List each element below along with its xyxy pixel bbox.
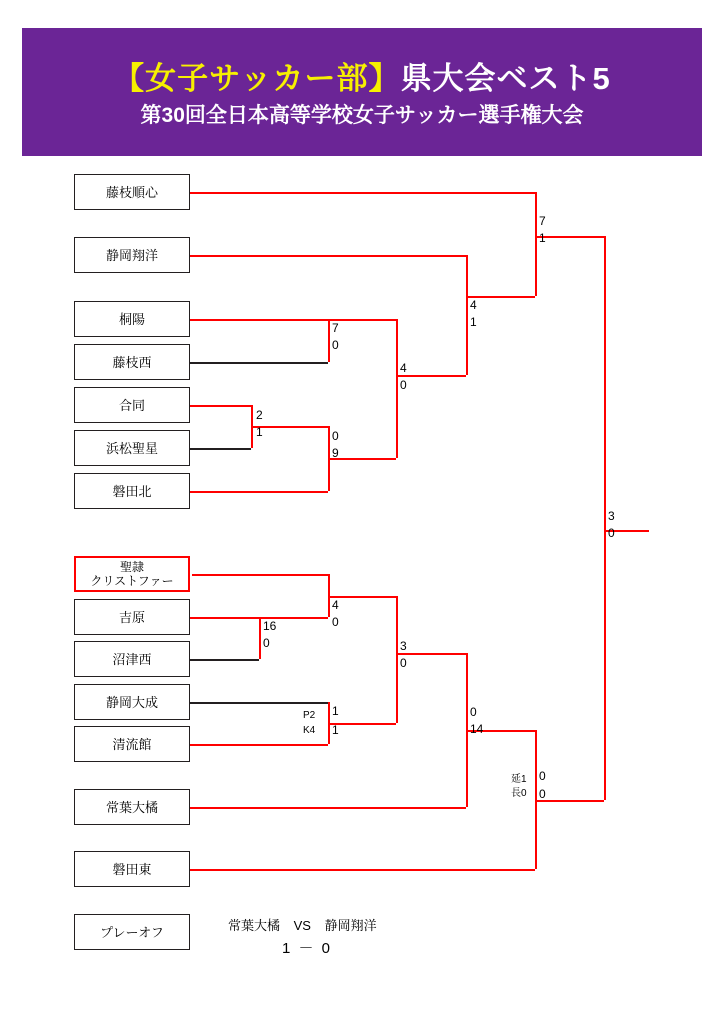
team-name: 静岡翔洋 bbox=[105, 247, 158, 263]
line-seirei bbox=[192, 574, 328, 576]
join-quarter-lower bbox=[396, 596, 398, 723]
score-label: 7 bbox=[332, 321, 339, 335]
score-label: 0 bbox=[332, 338, 339, 352]
line-shizuoka-shoyo bbox=[190, 255, 466, 257]
join-final-upper bbox=[535, 192, 537, 296]
team-box bbox=[74, 599, 190, 635]
line-quarter-lower-advance bbox=[396, 653, 466, 655]
line-seiryukan bbox=[190, 744, 328, 746]
line-fujieda-nishi bbox=[190, 362, 328, 364]
team-name: 沼津西 bbox=[112, 651, 152, 667]
extra-time-label: 長0 bbox=[511, 788, 527, 799]
line-iwata-higashi bbox=[190, 869, 535, 871]
score-label: 0 bbox=[539, 769, 546, 783]
team-name: 磐田北 bbox=[112, 483, 152, 499]
team-name: 合同 bbox=[118, 397, 145, 413]
team-name-second-line: クリストファー bbox=[90, 574, 174, 588]
playoff-result: 1 － 0 bbox=[282, 940, 333, 957]
playoff-matchup bbox=[228, 915, 377, 934]
score-label: 1 bbox=[332, 704, 339, 718]
line-quarter-upper-advance bbox=[396, 375, 466, 377]
team-name: 磐田東 bbox=[112, 861, 152, 877]
team-name: 清流館 bbox=[112, 736, 152, 752]
page-title-rest: 県大会ベスト5 bbox=[400, 61, 611, 96]
score-label: 0 bbox=[470, 705, 477, 719]
join-championship bbox=[604, 236, 606, 800]
score-label: 0 bbox=[263, 636, 270, 650]
team-name: 藤枝順心 bbox=[105, 184, 158, 200]
join-quarter-upper bbox=[396, 319, 398, 458]
team-name: 静岡大成 bbox=[105, 694, 158, 710]
team-name: 浜松聖星 bbox=[105, 440, 158, 456]
team-box bbox=[74, 641, 190, 677]
team-box bbox=[74, 851, 190, 887]
score-label: 0 bbox=[539, 787, 546, 801]
page-subtitle: 第30回全日本高等学校女子サッカー選手権大会 bbox=[140, 104, 584, 127]
team-name: 藤枝西 bbox=[112, 354, 152, 370]
pk-label: P2 bbox=[303, 710, 316, 721]
score-label: 4 bbox=[332, 598, 339, 612]
score-label: 0 bbox=[400, 378, 407, 392]
team-box bbox=[74, 789, 190, 825]
team-box bbox=[74, 301, 190, 337]
score-label: 1 bbox=[332, 723, 339, 737]
team-name: 常葉大橘 bbox=[105, 799, 158, 815]
score-label: 2 bbox=[256, 408, 263, 422]
playoff-box bbox=[74, 914, 190, 950]
score-label: 3 bbox=[608, 509, 615, 523]
team-box bbox=[74, 174, 190, 210]
score-label: 0 bbox=[332, 615, 339, 629]
extra-time-label: 延1 bbox=[511, 774, 527, 785]
score-label: 0 bbox=[400, 656, 407, 670]
score-label: 9 bbox=[332, 446, 339, 460]
playoff-vs-label: VS bbox=[293, 918, 311, 933]
join-yoshiwara-numazu bbox=[259, 617, 261, 659]
playoff-team-left: 常葉大橘 bbox=[228, 918, 281, 933]
team-name: 吉原 bbox=[118, 609, 145, 625]
score-label: 0 bbox=[608, 526, 615, 540]
line-hamamatsu-seisei bbox=[190, 448, 251, 450]
team-box bbox=[74, 684, 190, 720]
team-name: 桐陽 bbox=[118, 311, 145, 327]
join-toyo-fujieda-nishi bbox=[328, 319, 330, 362]
page-title-highlight: 【女子サッカー部】 bbox=[113, 61, 401, 96]
playoff-team-right: 静岡翔洋 bbox=[324, 918, 377, 933]
score-label: 1 bbox=[539, 231, 546, 245]
line-iwata-kita bbox=[190, 491, 328, 493]
line-tokoha-ohtachibana bbox=[190, 807, 466, 809]
score-label: 16 bbox=[263, 619, 277, 633]
score-label: 1 bbox=[470, 315, 477, 329]
line-yoshiwara bbox=[190, 617, 259, 619]
team-box bbox=[74, 556, 190, 592]
join-semi-upper bbox=[466, 255, 468, 375]
team-name: プレーオフ bbox=[100, 924, 164, 940]
team-box bbox=[74, 473, 190, 509]
pk-label: K4 bbox=[303, 725, 316, 736]
score-label: 4 bbox=[400, 361, 407, 375]
line-shizuoka-taisei bbox=[190, 702, 328, 704]
line-fujieda-junshin bbox=[190, 192, 535, 194]
score-label: 3 bbox=[400, 639, 407, 653]
score-label: 7 bbox=[539, 214, 546, 228]
team-box bbox=[74, 430, 190, 466]
score-label: 1 bbox=[256, 425, 263, 439]
score-label: 0 bbox=[332, 429, 339, 443]
team-name: 聖隷 bbox=[119, 560, 144, 574]
score-label: 14 bbox=[470, 722, 484, 736]
score-label: 4 bbox=[470, 298, 477, 312]
line-godo bbox=[190, 405, 251, 407]
line-toyo bbox=[190, 319, 328, 321]
team-box bbox=[74, 387, 190, 423]
team-box bbox=[74, 344, 190, 380]
team-box bbox=[74, 726, 190, 762]
line-numazu-nishi bbox=[190, 659, 259, 661]
team-box bbox=[74, 237, 190, 273]
